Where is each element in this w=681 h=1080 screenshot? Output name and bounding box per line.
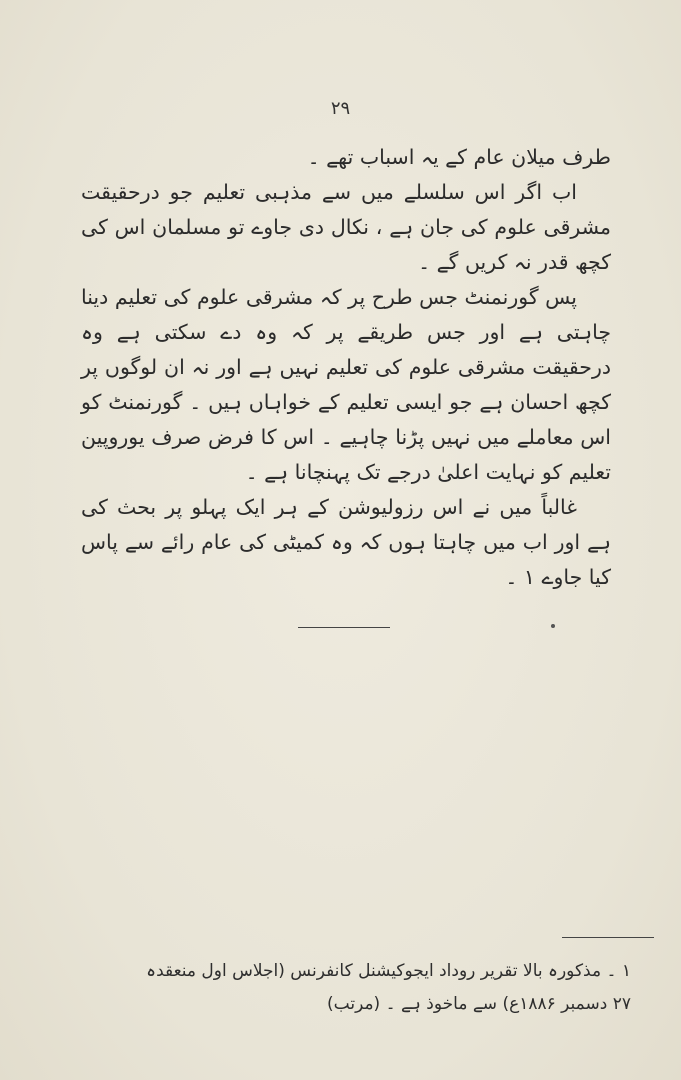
section-end-rule [298, 627, 390, 628]
paragraph-4: غالباً میں نے اس رزولیوشن کے ہر ایک پہلو پر بحث کی ہے اور اب میں چاہتا ہوں کہ وہ کمیٹی کی عام رائے سے پاس کیا جاوے ۱ ۔ [81, 495, 611, 589]
body-text [81, 140, 611, 595]
footnote-line-1: ۱ ۔ مذکورہ بالا تقریر روداد ایجوکیشنل کانفرنس (اجلاس اول منعقدہ [146, 961, 631, 981]
paragraph-1: طرف میلان عام کے یہ اسباب تھے ۔ [307, 145, 611, 169]
paragraph-2: اب اگر اس سلسلے میں سے مذہبی تعلیم جو درحقیقت مشرقی علوم کی جان ہے ، نکال دی جاوے تو مسلمان اس کی کچھ قدر نہ کریں گے ۔ [81, 180, 611, 274]
footnote-rule [562, 937, 654, 938]
page-number: ۲۹ [330, 98, 351, 119]
footnote-line-2: ۲۷ دسمبر ۱۸۸۶ع) سے ماخوذ ہے ۔ (مرتب) [327, 994, 631, 1014]
ink-dot [551, 624, 555, 628]
paragraph-3: پس گورنمنٹ جس طرح پر کہ مشرقی علوم کی تعلیم دینا چاہتی ہے اور جس طریقے پر کہ وہ دے سکتی ہے وہ درحقیقت مشرقی علوم کی تعلیم نہیں ہے اور نہ ان لوگوں پر کچھ احسان ہے جو ایسی تعلیم کے خواہاں ہیں ۔ گورنمنٹ کو اس معاملے میں نہیں پڑنا چاہیے ۔ اس کا فرض صرف یوروپین تعلیم کو نہایت اعلیٰ درجے تک پہنچانا ہے ۔ [81, 285, 611, 484]
footnote [51, 955, 631, 1021]
